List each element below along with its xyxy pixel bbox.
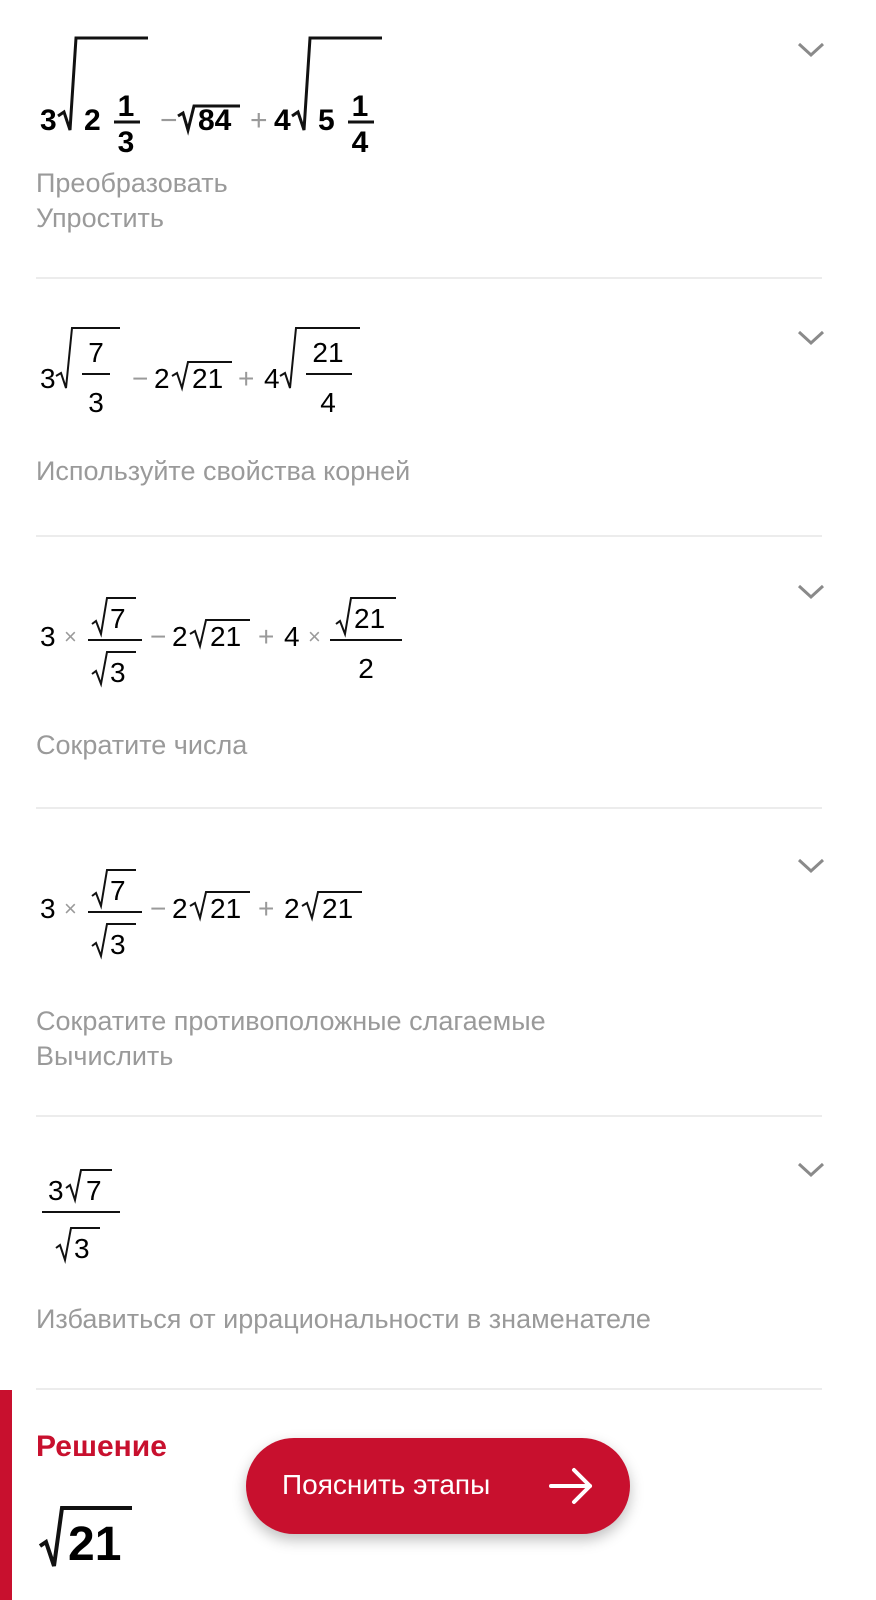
svg-text:3: 3 bbox=[117, 126, 135, 159]
svg-text:7: 7 bbox=[110, 875, 126, 906]
svg-text:7: 7 bbox=[88, 337, 104, 368]
svg-text:21: 21 bbox=[322, 893, 354, 924]
svg-text:4: 4 bbox=[274, 104, 291, 137]
chevron-down-icon[interactable] bbox=[796, 856, 826, 876]
svg-text:−: − bbox=[160, 104, 178, 137]
svg-text:+: + bbox=[258, 621, 275, 652]
svg-text:21: 21 bbox=[192, 363, 224, 394]
divider bbox=[36, 807, 822, 809]
arrow-right-icon bbox=[548, 1466, 594, 1513]
chevron-down-icon[interactable] bbox=[796, 1160, 826, 1180]
divider bbox=[36, 1115, 822, 1117]
svg-text:2: 2 bbox=[358, 653, 374, 684]
svg-text:84: 84 bbox=[198, 104, 232, 137]
step-0-expression bbox=[36, 30, 396, 159]
svg-text:3: 3 bbox=[88, 387, 104, 418]
step-0[interactable] bbox=[0, 0, 876, 275]
svg-text:−: − bbox=[150, 893, 167, 924]
explain-steps-label: Пояснить этапы bbox=[282, 1469, 491, 1500]
svg-text:4: 4 bbox=[320, 387, 336, 418]
svg-text:+: + bbox=[250, 104, 268, 137]
svg-text:21: 21 bbox=[68, 1518, 122, 1571]
divider bbox=[36, 535, 822, 537]
step-3-expression bbox=[36, 866, 376, 986]
step-4-expression bbox=[36, 1166, 136, 1286]
step-1[interactable] bbox=[0, 280, 876, 535]
svg-text:2: 2 bbox=[284, 893, 300, 924]
svg-text:3: 3 bbox=[110, 929, 126, 960]
svg-text:3: 3 bbox=[74, 1233, 90, 1264]
svg-text:×: × bbox=[64, 624, 77, 649]
svg-text:3: 3 bbox=[40, 893, 56, 924]
svg-text:2: 2 bbox=[154, 363, 170, 394]
svg-text:×: × bbox=[308, 624, 321, 649]
step-2[interactable] bbox=[0, 538, 876, 808]
step-3-description-2: Вычислить bbox=[36, 1041, 174, 1071]
svg-text:×: × bbox=[64, 896, 77, 921]
step-2-description-1: Сократите числа bbox=[36, 730, 248, 760]
explain-steps-button[interactable] bbox=[246, 1438, 630, 1534]
step-0-description-1: Преобразовать bbox=[36, 168, 228, 198]
svg-text:+: + bbox=[238, 363, 255, 394]
svg-text:1: 1 bbox=[351, 90, 369, 123]
svg-text:3: 3 bbox=[40, 621, 56, 652]
divider bbox=[36, 1388, 822, 1390]
chevron-down-icon[interactable] bbox=[796, 582, 826, 602]
step-2-expression bbox=[36, 594, 416, 714]
svg-text:2: 2 bbox=[172, 893, 188, 924]
svg-text:21: 21 bbox=[210, 893, 242, 924]
solution-value bbox=[36, 1500, 146, 1570]
step-3-description-1: Сократите противоположные слагаемые bbox=[36, 1006, 546, 1036]
svg-text:3: 3 bbox=[40, 104, 57, 137]
chevron-down-icon[interactable] bbox=[796, 328, 826, 348]
step-0-description-2: Упростить bbox=[36, 203, 164, 233]
svg-text:7: 7 bbox=[110, 603, 126, 634]
svg-text:7: 7 bbox=[86, 1175, 102, 1206]
step-1-description-1: Используйте свойства корней bbox=[36, 456, 411, 486]
step-4[interactable] bbox=[0, 1118, 876, 1388]
solution-title: Решение bbox=[36, 1430, 167, 1463]
svg-text:3: 3 bbox=[48, 1175, 64, 1206]
svg-text:4: 4 bbox=[284, 621, 300, 652]
svg-text:5: 5 bbox=[318, 104, 335, 137]
svg-text:−: − bbox=[150, 621, 167, 652]
svg-text:4: 4 bbox=[351, 126, 369, 159]
svg-text:1: 1 bbox=[117, 90, 135, 123]
svg-text:21: 21 bbox=[210, 621, 242, 652]
step-3[interactable] bbox=[0, 810, 876, 1115]
divider bbox=[36, 277, 822, 279]
solution-accent-bar bbox=[0, 1390, 12, 1600]
svg-text:2: 2 bbox=[84, 104, 101, 137]
chevron-down-icon[interactable] bbox=[796, 40, 826, 60]
svg-text:2: 2 bbox=[172, 621, 188, 652]
svg-text:3: 3 bbox=[110, 657, 126, 688]
svg-text:3: 3 bbox=[40, 363, 56, 394]
step-1-expression bbox=[36, 324, 376, 434]
svg-text:21: 21 bbox=[312, 337, 344, 368]
svg-text:+: + bbox=[258, 893, 275, 924]
svg-text:−: − bbox=[132, 363, 149, 394]
svg-text:4: 4 bbox=[264, 363, 280, 394]
svg-text:21: 21 bbox=[354, 603, 386, 634]
step-4-description-1: Избавиться от иррациональности в знаменателе bbox=[36, 1304, 651, 1334]
